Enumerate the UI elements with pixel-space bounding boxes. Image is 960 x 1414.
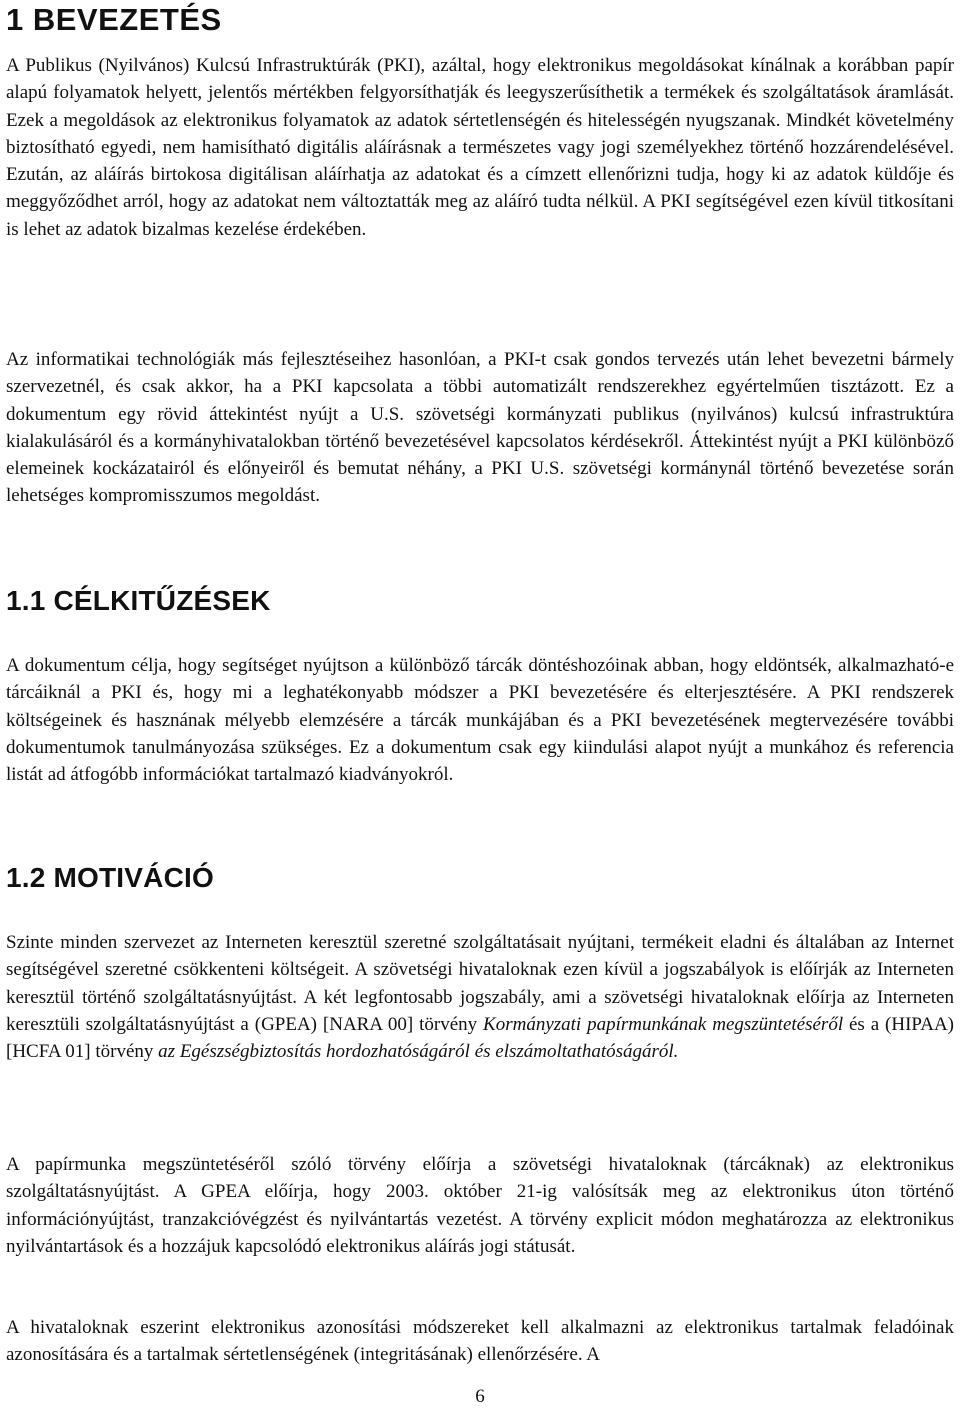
- section-heading-objectives: 1.1 CÉLKITŰZÉSEK: [6, 585, 271, 616]
- motivation-paragraph-1: [6, 929, 954, 1065]
- law-title-hipaa: az Egészségbiztosítás hordozhatóságáról és elszámoltathatóságáról.: [158, 1041, 679, 1063]
- page-number: 6: [475, 1386, 485, 1407]
- motivation-text-a: Szinte minden szervezet az Interneten keresztül szeretné szolgáltatásait nyújtani, termékeit eladni és általában az Internet segítségével szeretné csökkenteni költségeit. A szövetségi hivataloknak ezen kívül a jogszabályok is előírják az Interneten keresztül történő szolgáltatásnyújtást. A két legfontosabb jogszabály, ami a szövetségi hivataloknak előírja az Interneten keresztüli szolgáltatásnyújtást a (GPEA) [NARA 00] törvény: [6, 932, 954, 1035]
- motivation-text-b: és a (HIPAA) [HCFA 01] törvény: [6, 1013, 954, 1063]
- motivation-paragraph-3: A hivataloknak eszerint elektronikus azonosítási módszereket kell alkalmazni az elektronikus tartalmak feladóinak azonosítására és a tartalmak sértetlenségének (integritásának) ellenőrzésére. A: [6, 1317, 954, 1366]
- law-title-gpea: Kormányzati papírmunkának megszüntetéséről: [483, 1013, 844, 1035]
- intro-paragraph-1: A Publikus (Nyilvános) Kulcsú Infrastruktúrák (PKI), azáltal, hogy elektronikus megoldásokat kínálnak a korábban papír alapú folyamatok helyett, jelentős mértékben felgyorsíthatják és leegyszerűsíthetik a termékek és szolgáltatások áramlását. Ezek a megoldások az elektronikus folyamatok az adatok sértetlenségén és hitelességén nyugszanak. Mindkét követelmény biztosítható egyedi, nem hamisítható digitális aláírásnak a természetes vagy jogi személyekhez történő hozzárendelésével. Ezután, az aláírás birtokosa digitálisan aláírhatja az adatokat és a címzett ellenőrizni tudja, hogy ki az adatok küldője és meggyőződhet arról, hogy az adatokat nem változtatták meg az aláíró tudta nélkül. A PKI segítségével ezen kívül titkosítani is lehet az adatok bizalmas kezelése érdekében.: [6, 55, 954, 240]
- intro-paragraph-2: Az informatikai technológiák más fejlesztéseihez hasonlóan, a PKI-t csak gondos tervezés után lehet bevezetni bármely szervezetnél, és csak akkor, ha a PKI kapcsolata a többi automatizált rendszerekhez egyértelműen tisztázott. Ez a dokumentum egy rövid áttekintést nyújt a U.S. szövetségi kormányzati publikus (nyilvános) kulcsú infrastruktúra kialakulásáról és a kormányhivatalokban történő bevezetésével kapcsolatos kérdésekről. Áttekintést nyújt a PKI különböző elemeinek kockázatairól és előnyeiről és bemutat néhány, a PKI U.S. szövetségi kormánynál történő bevezetése során lehetséges kompromisszumos megoldást.: [6, 349, 954, 507]
- objectives-paragraph: A dokumentum célja, hogy segítséget nyújtson a különböző tárcák döntéshozóinak abban, hogy eldöntsék, alkalmazható-e tárcáiknál a PKI és, hogy mi a leghatékonyabb módszer a PKI bevezetésére és elterjesztésére. A PKI rendszerek költségeinek és hasznának mélyebb elemzésére a tárcák munkájában és a PKI bevezetésének megtervezésére további dokumentumok tanulmányozása szükséges. Ez a dokumentum csak egy kiindulási alapot nyújt a munkához és referencia listát ad átfogóbb információkat tartalmazó kiadványokról.: [6, 655, 954, 786]
- section-heading-motivation: 1.2 MOTIVÁCIÓ: [6, 862, 214, 893]
- chapter-heading: 1 BEVEZETÉS: [6, 2, 222, 37]
- motivation-paragraph-2: A papírmunka megszüntetéséről szóló törvény előírja a szövetségi hivataloknak (tárcáknak) az elektronikus szolgáltatásnyújtást. A GPEA előírja, hogy 2003. október 21-ig valósítsák meg az elektronikus úton történő információnyújtást, tranzakcióvégzést és nyilvántartás vezetést. A törvény explicit módon meghatározza az elektronikus nyilvántartások és a hozzájuk kapcsolódó elektronikus aláírás jogi státusát.: [6, 1154, 954, 1257]
